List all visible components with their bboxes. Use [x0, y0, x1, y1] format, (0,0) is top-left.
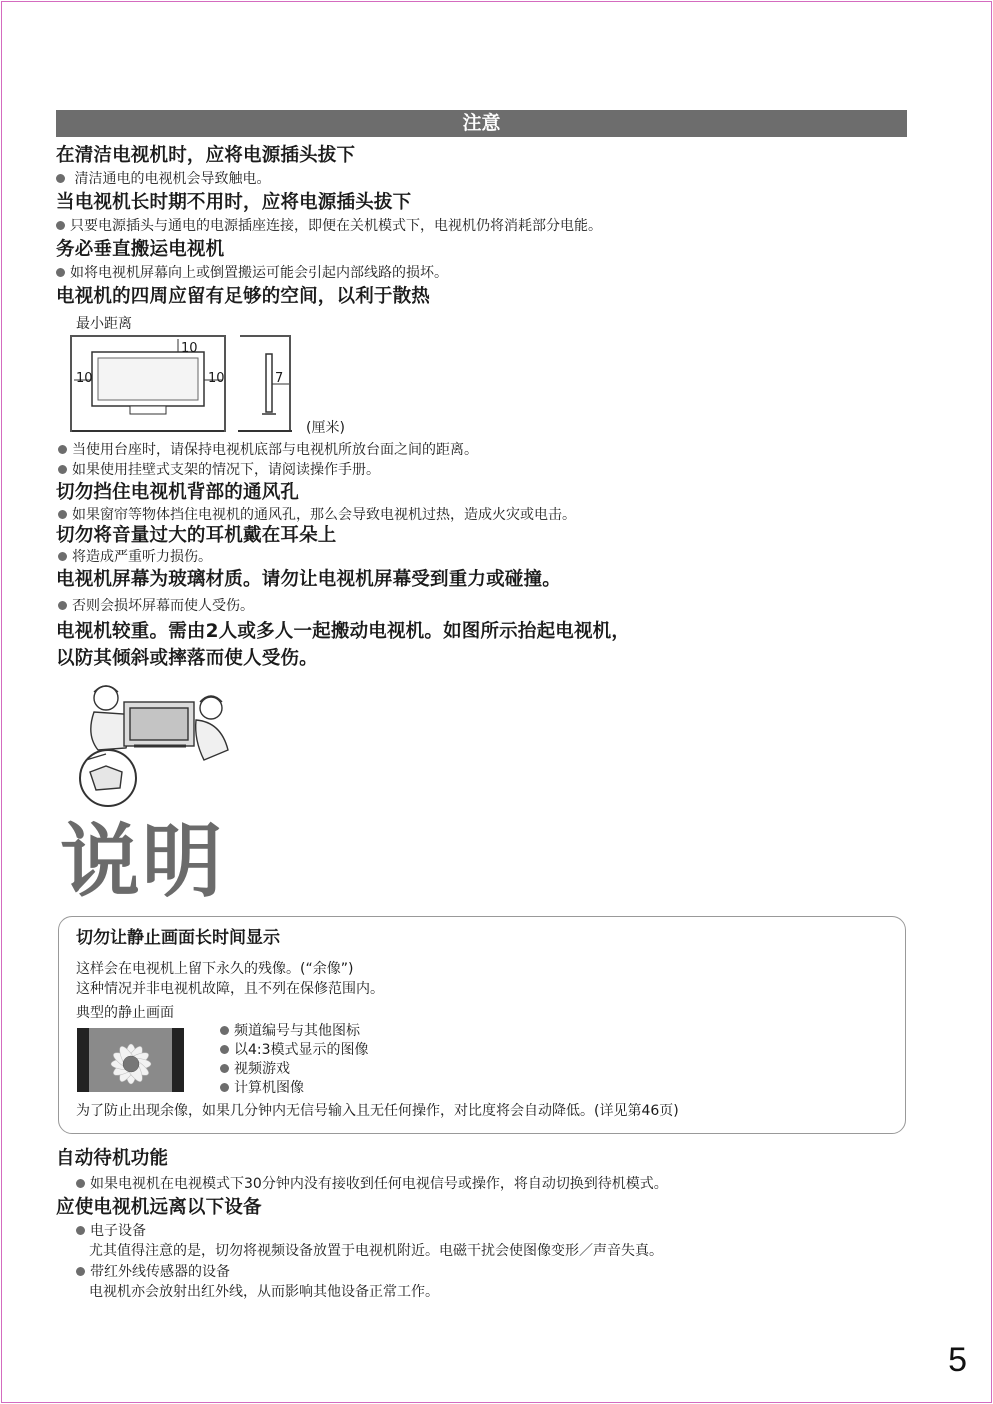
- bullet-stand-distance: [58, 441, 478, 459]
- panel-line1: 这样会在电视机上留下永久的残像。(“余像”): [76, 961, 354, 977]
- bullet-dot: [56, 268, 65, 277]
- bullet-text: 频道编号与其他图标: [234, 1023, 360, 1039]
- bullet-dot: [56, 174, 65, 183]
- notes-title: 说明: [60, 815, 224, 908]
- keep-away-item2-text: 电视机亦会放射出红外线，从而影响其他设备正常工作。: [89, 1284, 439, 1300]
- heading-heavy-line1: 电视机较重。需由2人或多人一起搬动电视机。如图所示抬起电视机，: [56, 621, 631, 642]
- bullet-text: 当使用台座时，请保持电视机底部与电视机所放台面之间的距离。: [72, 442, 478, 458]
- bullet-text: 如果窗帘等物体挡住电视机的通风孔，那么会导致电视机过热，造成火灾或电击。: [72, 507, 576, 523]
- heading-keep-away: 应使电视机远离以下设备: [56, 1197, 262, 1218]
- bullet-text: 电子设备: [90, 1223, 146, 1239]
- keep-away-item1-title: [76, 1222, 146, 1240]
- bullet-dot: [58, 445, 67, 454]
- typical-still-label: 典型的静止画面: [76, 1005, 174, 1021]
- person-left-cap: [94, 686, 118, 692]
- bullet-text: 视频游戏: [234, 1061, 290, 1077]
- bullet-cleaning: [56, 170, 270, 188]
- heading-ventilation-space: 电视机的四周应留有足够的空间，以利于散热: [56, 286, 431, 307]
- bullet-long-unused: [56, 217, 602, 235]
- bullet-text: 否则会损坏屏幕而使人受伤。: [72, 598, 254, 614]
- heading-cleaning: 在清洁电视机时，应将电源插头拔下: [56, 145, 356, 166]
- bullet-dot: [58, 601, 67, 610]
- example-video-game: [220, 1060, 290, 1078]
- heading-carry-upright: 务必垂直搬运电视机: [56, 239, 225, 260]
- bullet-dot: [56, 221, 65, 230]
- bullet-text: 带红外线传感器的设备: [90, 1264, 230, 1280]
- still-image-thumbnail: [77, 1028, 184, 1092]
- bullet-wall-bracket: [58, 461, 380, 479]
- bullet-text: 将造成严重听力损伤。: [72, 549, 212, 565]
- heading-auto-standby: 自动待机功能: [56, 1148, 169, 1169]
- example-channel-icons: [220, 1022, 360, 1040]
- person-right-head: [200, 697, 222, 719]
- bullet-dot: [58, 465, 67, 474]
- tv-back-panel: [130, 708, 188, 740]
- clearance-unit: (厘米): [306, 420, 345, 436]
- bullet-dot: [58, 510, 67, 519]
- bullet-vents: [58, 506, 576, 524]
- bullet-text: 只要电源插头与通电的电源插座连接，即便在关机模式下，电视机仍将消耗部分电能。: [70, 218, 602, 234]
- panel-heading: 切勿让静止画面长时间显示: [76, 928, 280, 948]
- caution-header: 注意: [56, 110, 907, 137]
- tv-side-outline: [266, 354, 272, 412]
- bullet-text: 如将电视机屏幕向上或倒置搬运可能会引起内部线路的损坏。: [70, 265, 448, 281]
- bullet-dot: [76, 1179, 85, 1188]
- panel-footer: 为了防止出现余像，如果几分钟内无信号输入且无任何操作，对比度将会自动降低。(详见第46页): [76, 1103, 679, 1119]
- bullet-headphones: [58, 548, 212, 566]
- keep-away-item2-title: [76, 1263, 230, 1281]
- heading-heavy-line2: 以防其倾斜或摔落而使人受伤。: [56, 648, 318, 669]
- example-4-3-mode: [220, 1041, 369, 1059]
- bullet-dot: [220, 1064, 229, 1073]
- clearance-left: 10: [76, 371, 93, 386]
- clearance-rear: 7: [275, 371, 284, 386]
- panel-line2: 这种情况并非电视机故障，且不列在保修范围内。: [76, 981, 384, 997]
- bullet-glass-screen: [58, 597, 254, 615]
- bullet-dot: [220, 1026, 229, 1035]
- bullet-text: 如果使用挂壁式支架的情况下，请阅读操作手册。: [72, 462, 380, 478]
- bullet-dot: [220, 1083, 229, 1092]
- keep-away-item1-text: 尤其值得注意的是，切勿将视频设备放置于电视机附近。电磁干扰会使图像变形／声音失真。: [89, 1243, 663, 1259]
- bullet-dot: [220, 1045, 229, 1054]
- bullet-text: 以4:3模式显示的图像: [234, 1042, 369, 1058]
- lifting-illustration: [76, 680, 246, 810]
- heading-headphones: 切勿将音量过大的耳机戴在耳朵上: [56, 525, 337, 546]
- bullet-text: 清洁通电的电视机会导致触电。: [74, 171, 271, 187]
- bullet-dot: [58, 552, 67, 561]
- bullet-text: 如果电视机在电视模式下30分钟内没有接收到任何电视信号或操作，将自动切换到待机模式。: [90, 1176, 668, 1192]
- person-right-body: [196, 720, 228, 760]
- bullet-text: 计算机图像: [234, 1080, 304, 1096]
- bullet-dot: [76, 1226, 85, 1235]
- clearance-top: 10: [181, 341, 198, 356]
- person-left-body: [91, 712, 128, 750]
- auto-standby-text: [76, 1175, 668, 1193]
- example-computer-image: [220, 1079, 304, 1097]
- detail-hand: [90, 766, 122, 790]
- page-number: 5: [948, 1341, 967, 1379]
- heading-long-unused: 当电视机长时期不用时，应将电源插头拔下: [56, 192, 412, 213]
- heading-vents: 切勿挡住电视机背部的通风孔: [56, 482, 300, 503]
- clearance-right: 10: [208, 371, 225, 386]
- tv-stand: [130, 406, 166, 414]
- tv-screen: [98, 358, 198, 400]
- bullet-dot: [76, 1267, 85, 1276]
- bullet-carry-upright: [56, 264, 448, 282]
- heading-glass-screen: 电视机屏幕为玻璃材质。请勿让电视机屏幕受到重力或碰撞。: [56, 569, 561, 590]
- clearance-label: 最小距离: [76, 316, 132, 332]
